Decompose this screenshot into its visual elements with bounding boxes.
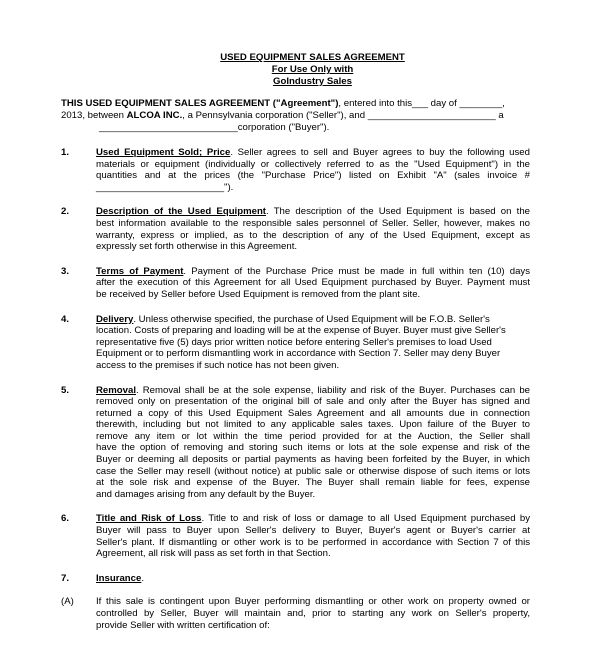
section-line: location. Costs of preparing and loading will be at the expense of Buyer. Buyer must give Seller's — [96, 325, 506, 337]
section-line: therewith, including but not limited to any applicable sales taxes. Upon failure of the Buyer to — [96, 419, 530, 431]
intro-line-3: __________________________corporation ("Buyer"). — [99, 122, 330, 133]
section-line: Agreement, all risk will pass as set forth in that Section. — [96, 548, 331, 560]
section-line: case the Seller may resell (without notice) at public sale or otherwise dispose of such items or lots — [96, 465, 530, 477]
section-line: access to the premises if such notice has not been given. — [96, 359, 340, 371]
section-1 — [61, 147, 530, 193]
section-line: be received by Seller before Used Equipment is removed from the plant site. — [96, 288, 421, 300]
section-heading: Description of the Used Equipment — [96, 206, 267, 218]
section-line: Buyer will pass to Buyer upon Seller's delivery to Buyer, Buyer's agent or Buyer's carrier at — [96, 525, 530, 537]
section-heading: Used Equipment Sold; Price — [96, 147, 231, 158]
section-line: provide Seller with written certification of: — [96, 619, 270, 631]
section-line: Equipment or to perform dismantling work in accordance with Section 7. Seller may deny Buyer — [96, 348, 501, 360]
intro-paragraph — [61, 98, 530, 134]
section-line: removed only on presentation of the original bill of sale and only after the Buyer has signed and — [96, 396, 530, 408]
section-number: 2. — [61, 206, 70, 218]
section-line: Terms of Payment. Payment of the Purchase Price must be made in full within ten (10) days — [96, 265, 530, 277]
section-line: warranty, express or implied, as to the description of any of the Used Equipment, except as — [96, 229, 530, 241]
section-7 — [61, 573, 530, 585]
section-line: Delivery. Unless otherwise specified, the purchase of Used Equipment will be F.O.B. Seller's — [96, 313, 490, 325]
section-number: 6. — [61, 513, 70, 525]
section-number: 3. — [61, 265, 70, 277]
section-line: controlled by Seller, Buyer will maintain and, prior to starting any work on Seller's property, — [96, 608, 530, 619]
intro-line-2-a: 2013, between — [61, 110, 127, 121]
section-2 — [61, 206, 530, 252]
section-line: Seller's plant. If dismantling or other work is to be performed in accordance with Section 7 of this — [96, 536, 530, 548]
intro-agreement-name: THIS USED EQUIPMENT SALES AGREEMENT ("Agreement") — [61, 98, 339, 109]
section-line: ________________________"). — [96, 181, 234, 193]
document-subtitle-1: For Use Only with — [271, 64, 354, 75]
section-number: 5. — [61, 384, 70, 396]
subsection-number: (A) — [61, 596, 74, 608]
section-line: returned a copy of this Used Equipment Sales Agreement and all amounts due in connection — [96, 407, 530, 419]
seller-name: ALCOA INC. — [126, 110, 183, 121]
section-line: best information available to the responsible sales personnel of Seller. Seller, however, makes no — [96, 217, 530, 229]
section-5 — [61, 385, 530, 501]
section-line: Insurance. — [96, 572, 144, 584]
subsection-a — [61, 596, 530, 631]
document-subtitle-2: GoIndustry Sales — [273, 76, 352, 87]
section-line: after the execution of this Agreement for all Used Equipment purchased by Buyer. Payment must — [96, 277, 530, 289]
section-heading: Insurance — [96, 572, 142, 584]
section-line: Used Equipment Sold; Price. Seller agrees to sell and Buyer agrees to buy the following used — [96, 147, 530, 158]
section-line: Title and Risk of Loss. Title to and risk of loss or damage to all Used Equipment purchased by — [96, 513, 531, 525]
intro-line-2-b: , a Pennsylvania corporation ("Seller"), and ________________________ a — [182, 110, 504, 121]
section-line: expressly set forth otherwise in this Agreement. — [96, 241, 298, 253]
section-line: Removal. Removal shall be at the sole expense, liability and risk of the Buyer. Purchases can be — [96, 384, 530, 396]
section-heading: Delivery — [96, 313, 134, 325]
intro-line-1-rest: , entered into this___ day of ________, — [338, 98, 505, 109]
section-line: at the sole risk and expense of the Buyer. The Buyer shall remain liable for fees, expense — [96, 477, 530, 489]
section-line: and damages arising from any default by the Buyer. — [96, 488, 316, 500]
section-line: Description of the Used Equipment. The description of the Used Equipment is based on the — [96, 206, 530, 218]
section-4 — [61, 314, 530, 372]
section-heading: Removal — [96, 384, 136, 396]
section-line: Buyer or deeming all deposits or partial payments as having been forfeited by the Buyer, in which — [96, 454, 530, 466]
section-number: 4. — [61, 313, 70, 325]
intro-line-2 — [61, 110, 530, 122]
section-line: representative five (5) days prior written notice before entering Seller's premises to load Used — [96, 336, 492, 348]
section-6 — [61, 513, 530, 559]
section-line: have the option of removing and storing such items or lots at the sole expense and risk of the — [96, 442, 530, 454]
section-line: If this sale is contingent upon Buyer performing dismantling or other work on property owned or — [96, 596, 530, 608]
document-title-block — [95, 52, 530, 88]
intro-line-1 — [61, 98, 530, 110]
section-line: materials or equipment (individually or collectively referred to as the "Used Equipment") in the — [96, 158, 530, 170]
section-heading: Title and Risk of Loss — [96, 513, 202, 525]
document-title: USED EQUIPMENT SALES AGREEMENT — [220, 52, 405, 63]
section-3 — [61, 266, 530, 301]
section-number: 7. — [61, 572, 70, 584]
section-heading: Terms of Payment — [96, 265, 184, 277]
section-line: quantities and at the prices (the "Purchase Price") listed on Exhibit "A" (sales invoice # — [96, 170, 530, 182]
section-line: remove any item or lot within the time period provided for at the Auction, the Seller shall — [96, 430, 530, 442]
section-number: 1. — [61, 147, 70, 158]
